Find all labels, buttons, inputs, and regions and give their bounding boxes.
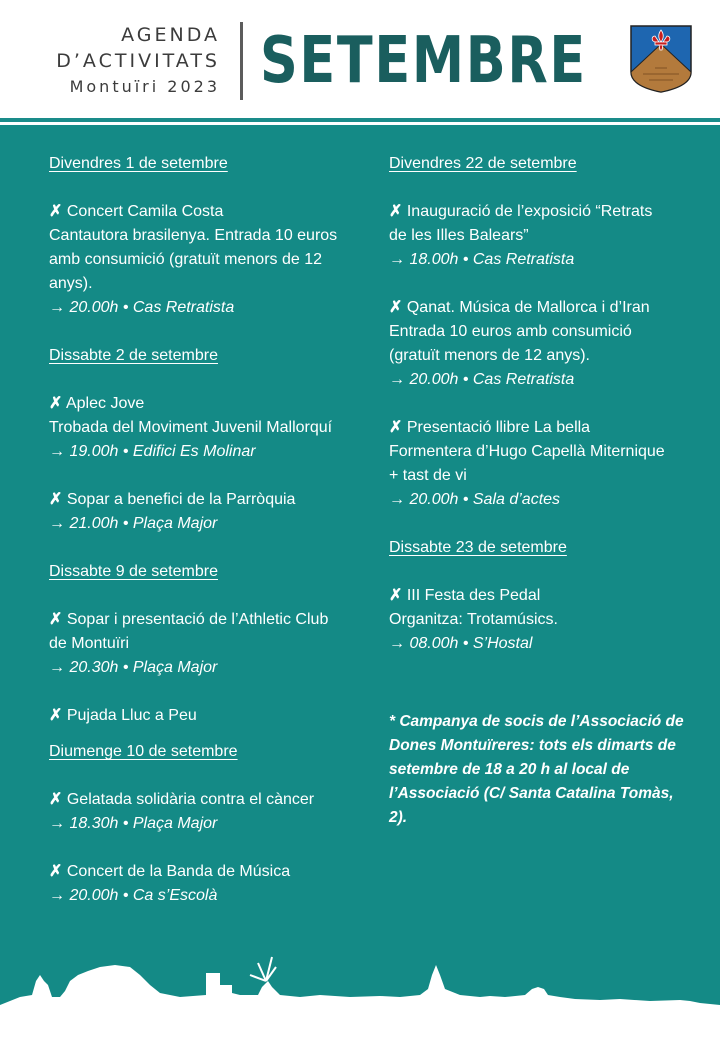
cross-mark-icon: ✗ <box>389 203 403 220</box>
event-title <box>389 200 694 224</box>
cross-mark-icon: ✗ <box>389 419 403 436</box>
cross-mark-icon: ✗ <box>49 611 63 628</box>
event-title <box>49 704 349 728</box>
day-heading: Dissabte 2 de setembre <box>49 347 218 364</box>
event-time-place: → 20.00h • Ca s’Escolà <box>49 887 218 904</box>
cross-mark-icon: ✗ <box>49 395 63 412</box>
membership-note <box>389 710 689 830</box>
event-title-text: Inauguració de l’exposició “Retrats <box>406 203 653 220</box>
event-title-text: Sopar i presentació de l’Athletic Club <box>66 611 329 628</box>
event-title-text: III Festa des Pedal <box>406 587 541 604</box>
event-title <box>49 860 349 884</box>
event-item <box>49 392 349 464</box>
event-title <box>49 608 349 632</box>
event-time-place: → 20.30h • Plaça Major <box>49 659 218 676</box>
event-time-place: → 20.00h • Cas Retratista <box>389 371 575 388</box>
day-heading: Divendres 1 de setembre <box>49 155 228 172</box>
note-line: l’Associació (C/ Santa Catalina Tomàs, <box>389 785 674 802</box>
event-title-text: Pujada Lluc a Peu <box>66 707 197 724</box>
agenda-title-line2: D’ACTIVITATS <box>56 50 220 72</box>
day-heading: Dissabte 9 de setembre <box>49 563 218 580</box>
day-heading: Diumenge 10 de setembre <box>49 743 238 760</box>
note-line: 2). <box>389 809 408 826</box>
event-time-place: → 18.30h • Plaça Major <box>49 815 218 832</box>
event-time-place: → 18.00h • Cas Retratista <box>389 251 575 268</box>
event-title <box>49 200 349 224</box>
note-line: Dones Montuïreres: tots els dimarts de <box>389 737 676 754</box>
cross-mark-icon: ✗ <box>49 707 63 724</box>
event-title <box>389 416 694 440</box>
event-item <box>49 608 349 680</box>
event-time-place: → 20.00h • Sala d’actes <box>389 491 561 508</box>
cross-mark-icon: ✗ <box>49 203 63 220</box>
page-header <box>0 0 720 118</box>
event-description: + tast de vi <box>389 467 467 484</box>
agenda-title-line1: AGENDA <box>121 24 220 46</box>
event-title <box>49 488 349 512</box>
cross-mark-icon: ✗ <box>49 791 63 808</box>
event-item <box>389 416 694 512</box>
event-item <box>49 704 349 728</box>
cross-mark-icon: ✗ <box>49 491 63 508</box>
agenda-town-year: Montuïri 2023 <box>69 77 220 96</box>
event-time-place: → 19.00h • Edifici Es Molinar <box>49 443 256 460</box>
month-title: SETEMBRE <box>260 24 587 98</box>
event-title <box>49 788 349 812</box>
event-title <box>389 584 694 608</box>
cross-mark-icon: ✗ <box>49 863 63 880</box>
event-description: Cantautora brasilenya. Entrada 10 euros <box>49 227 338 244</box>
event-title-text: Sopar a benefici de la Parròquia <box>66 491 296 508</box>
event-description: Formentera d’Hugo Capellà Miternique <box>389 443 665 460</box>
event-item <box>389 584 694 656</box>
event-title <box>389 296 694 320</box>
town-crest-icon <box>629 24 693 94</box>
event-item <box>49 860 349 908</box>
event-description: Organitza: Trotamúsics. <box>389 611 558 628</box>
event-time-place: → 20.00h • Cas Retratista <box>49 299 235 316</box>
event-title <box>49 392 349 416</box>
town-skyline-silhouette <box>0 945 720 1040</box>
event-item <box>49 200 349 320</box>
event-title-continued: de les Illes Balears” <box>389 227 529 244</box>
event-description: amb consumició (gratuït menors de 12 <box>49 251 323 268</box>
event-description: Entrada 10 euros amb consumició <box>389 323 632 340</box>
event-title-text: Qanat. Música de Mallorca i d’Iran <box>406 299 650 316</box>
cross-mark-icon: ✗ <box>389 587 403 604</box>
agenda-left-column <box>49 152 349 932</box>
event-title-text: Concert de la Banda de Música <box>66 863 291 880</box>
event-title-text: Gelatada solidària contra el càncer <box>66 791 315 808</box>
event-time-place: → 21.00h • Plaça Major <box>49 515 218 532</box>
event-item <box>49 788 349 836</box>
event-item <box>49 488 349 536</box>
event-item <box>389 200 694 272</box>
event-title-text: Aplec Jove <box>65 395 145 412</box>
event-description: anys). <box>49 275 93 292</box>
note-line: * Campanya de socis de l’Associació de <box>389 713 684 730</box>
event-item <box>389 296 694 392</box>
day-heading: Divendres 22 de setembre <box>389 155 577 172</box>
event-title-continued: de Montuïri <box>49 635 130 652</box>
header-divider <box>240 22 243 100</box>
cross-mark-icon: ✗ <box>389 299 403 316</box>
event-title-text: Concert Camila Costa <box>66 203 224 220</box>
event-time-place: → 08.00h • S’Hostal <box>389 635 533 652</box>
day-heading: Dissabte 23 de setembre <box>389 539 567 556</box>
event-description: (gratuït menors de 12 anys). <box>389 347 590 364</box>
event-title-text: Presentació llibre La bella <box>406 419 591 436</box>
note-line: setembre de 18 a 20 h al local de <box>389 761 630 778</box>
event-description: Trobada del Moviment Juvenil Mallorquí <box>49 419 333 436</box>
agenda-title-block <box>40 22 220 100</box>
agenda-right-column <box>389 152 694 680</box>
